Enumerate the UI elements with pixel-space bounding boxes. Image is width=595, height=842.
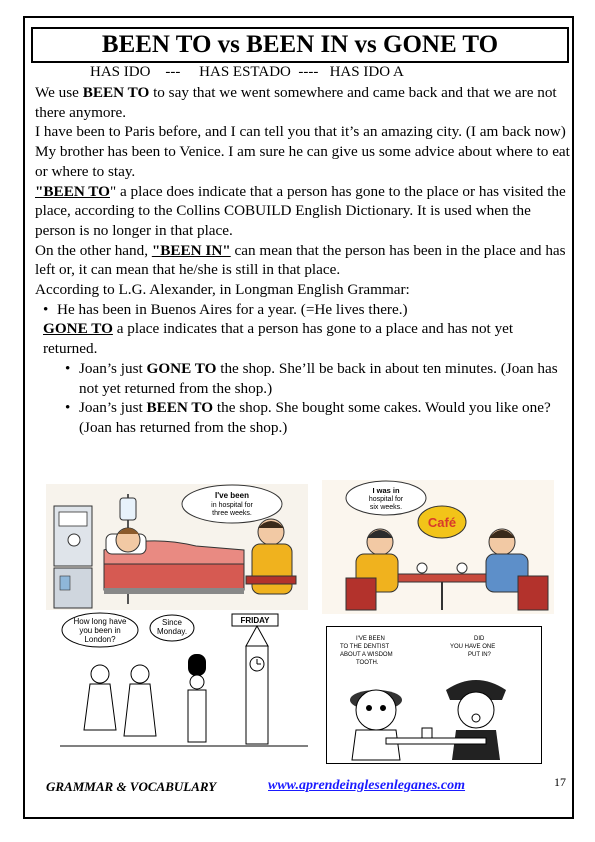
paragraph-5: On the other hand, "BEEN IN" can mean that the person has been in the place and has left or, it can mean that he/she is still in that place. xyxy=(35,241,566,279)
list-item: • Joan’s just GONE TO the shop. She’ll be back in about ten minutes. (Joan has not yet returned from the shop.) xyxy=(65,359,558,397)
speech-bubble-text: you been in xyxy=(79,626,121,635)
speech-bubble-text: hospital for xyxy=(368,496,404,503)
london-drawing xyxy=(60,612,308,750)
hospital-bed-drawing xyxy=(46,484,308,610)
speech-bubble-text: in hospital for xyxy=(211,502,253,509)
speech-bubble-text: three weeks. xyxy=(212,510,252,517)
bullet-icon: • xyxy=(65,359,71,377)
cartoon-text: I'VE BEEN xyxy=(356,636,385,642)
cartoon-text: YOU HAVE ONE xyxy=(450,644,496,650)
page-title: BEEN TO vs BEEN IN vs GONE TO xyxy=(31,27,569,63)
bullet-icon: • xyxy=(43,300,49,318)
subtitle: HAS IDO --- HAS ESTADO ---- HAS IDO A xyxy=(90,64,404,80)
speech-bubble-text: How long have xyxy=(73,617,127,626)
dentist-drawing xyxy=(326,626,542,764)
bullet-icon: • xyxy=(65,399,71,417)
cartoon-text: PUT IN? xyxy=(468,652,491,658)
cartoon-text: DID xyxy=(474,636,485,642)
cafe-sign-text: Café xyxy=(427,515,457,530)
london-illustration xyxy=(60,612,308,750)
cartoon-text: ABOUT A WISDOM xyxy=(340,652,393,658)
friday-sign-text: FRIDAY xyxy=(240,616,270,625)
website-link[interactable]: www.aprendeinglesenleganes.com xyxy=(268,778,466,793)
speech-bubble-text: Since xyxy=(161,618,183,627)
page-number: 17 xyxy=(554,775,566,789)
list-item: • He has been in Buenos Aires for a year. (=He lives there.) xyxy=(43,300,408,318)
hospital-bed-illustration xyxy=(46,484,308,610)
body-text xyxy=(35,83,570,438)
speech-bubble-text: six weeks. xyxy=(369,504,403,511)
speech-bubble-text: I was in xyxy=(372,486,400,495)
cafe-drawing xyxy=(322,480,554,614)
paragraph-7: GONE TO a place indicates that a person has gone to a place and has not yet returned. xyxy=(43,320,514,358)
cafe-illustration xyxy=(322,480,554,614)
paragraph-1: We use BEEN TO to say that we went somewhere and came back and that we are not there anymore. xyxy=(35,84,557,121)
footer-section-label: GRAMMAR & VOCABULARY xyxy=(46,779,217,794)
list-item: • Joan’s just BEEN TO the shop. She bought some cakes. Would you like one? (Joan has returned from the shop.) xyxy=(65,399,551,436)
cartoon-text: TOOTH. xyxy=(356,660,379,666)
speech-bubble-text: London? xyxy=(84,635,116,644)
speech-bubble-text: I've been xyxy=(215,491,249,500)
speech-bubble-text: Monday. xyxy=(156,627,188,636)
cartoon-text: TO THE DENTIST xyxy=(340,644,390,650)
paragraph-2: I have been to Paris before, and I can tell you that it’s an amazing city. (I am back now) xyxy=(35,123,566,141)
paragraph-6: According to L.G. Alexander, in Longman English Grammar: xyxy=(35,281,410,299)
paragraph-3: My brother has been to Venice. I am sure he can give us some advice about where to eat or where to stay. xyxy=(35,143,570,180)
dentist-cartoon xyxy=(326,626,542,764)
paragraph-4: "BEEN TO" a place does indicate that a person has gone to the place or has visited the place, according to the Collins COBUILD English Dictionary. It is used when the person is no longer in that place. xyxy=(35,182,566,239)
